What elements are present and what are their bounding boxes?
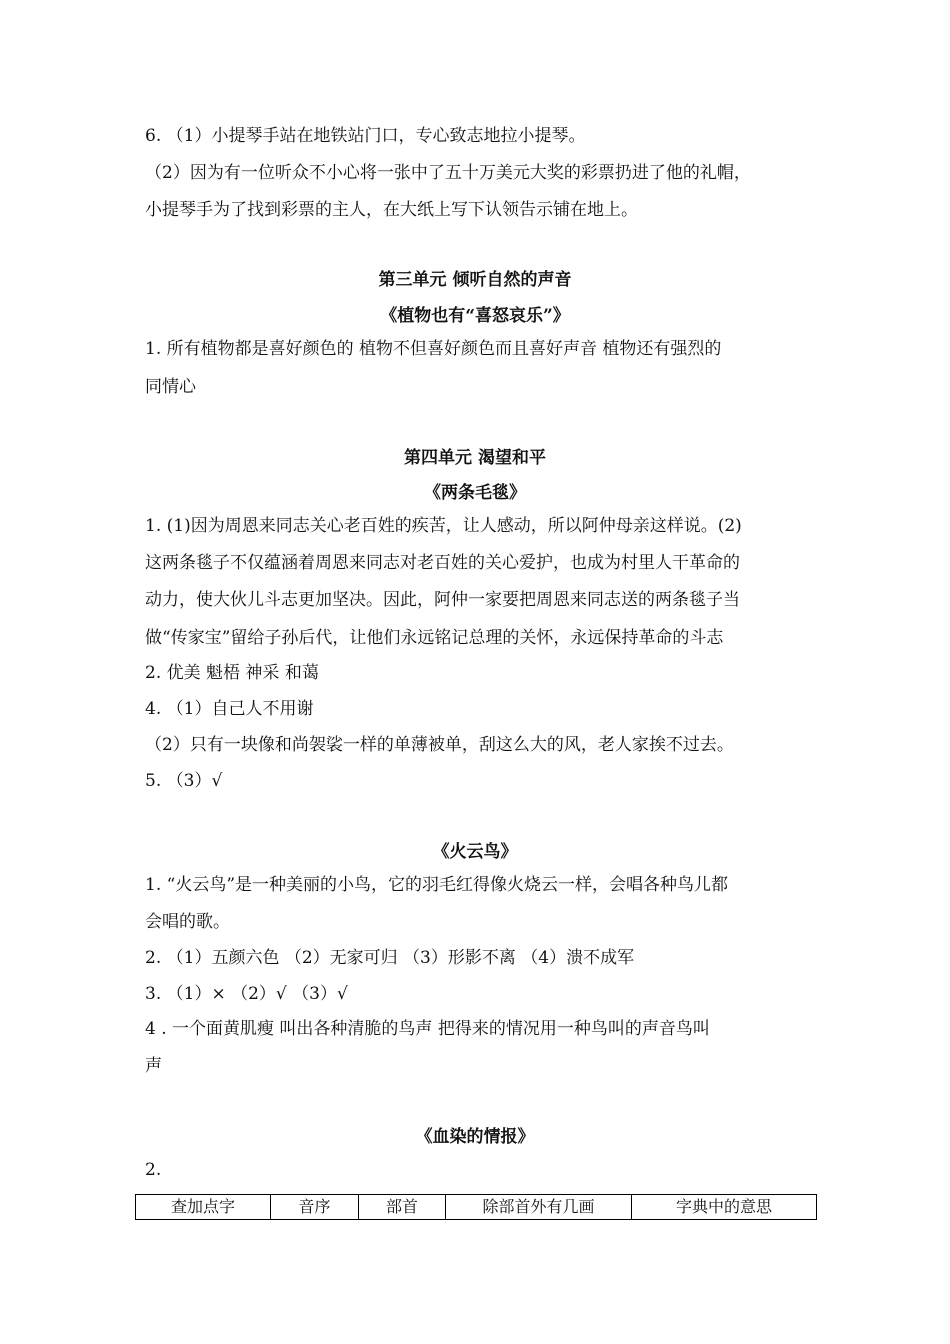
plants-answer-line-1: 1. 所有植物都是喜好颜色的 植物不但喜好颜色而且喜好声音 植物还有强烈的 (145, 339, 722, 359)
blankets-answer-line-3: 动力，使大伙儿斗志更加坚决。因此，阿仲一家要把周恩来同志送的两条毯子当 (145, 590, 740, 610)
lesson-title-plants: 《植物也有“喜怒哀乐”》 (380, 306, 570, 326)
table-header-cell: 音序 (271, 1195, 359, 1220)
firebird-answer-2: 2. （1）五颜六色 （2）无家可归 （3）形影不离 （4）溃不成军 (145, 948, 635, 968)
firebird-answer-4-line-1: 4 . 一个面黄肌瘦 叫出各种清脆的鸟声 把得来的情况用一种鸟叫的声音鸟叫 (145, 1019, 710, 1039)
table-header-cell: 字典中的意思 (632, 1195, 817, 1220)
dictionary-lookup-table (135, 1194, 817, 1220)
table-header-cell: 部首 (359, 1195, 446, 1220)
blankets-answer-line-1: 1. (1)因为周恩来同志关心老百姓的疾苦，让人感动，所以阿仲母亲这样说。(2) (145, 516, 742, 536)
firebird-answer-4-line-2: 声 (145, 1056, 162, 1076)
table-header-row (136, 1195, 817, 1220)
blankets-answer-5: 5. （3）√ (145, 771, 223, 791)
firebird-answer-1-line-1: 1. “火云鸟”是一种美丽的小鸟，它的羽毛红得像火烧云一样，会唱各种鸟儿都 (145, 875, 729, 895)
answer-6-line-1: 6. （1）小提琴手站在地铁站门口，专心致志地拉小提琴。 (145, 126, 586, 146)
blankets-answer-4-2: （2）只有一块像和尚袈裟一样的单薄被单，刮这么大的风，老人家挨不过去。 (145, 735, 734, 755)
blankets-answer-line-2: 这两条毯子不仅蕴涵着周恩来同志对老百姓的关心爱护，也成为村里人干革命的 (145, 553, 740, 573)
blankets-answer-4-1: 4. （1）自己人不用谢 (145, 699, 314, 719)
answer-6-line-2: （2）因为有一位听众不小心将一张中了五十万美元大奖的彩票扔进了他的礼帽， (145, 163, 751, 183)
blankets-answer-line-4: 做“传家宝”留给子孙后代，让他们永远铭记总理的关怀，永远保持革命的斗志 (145, 628, 724, 648)
lesson-title-blood-intel: 《血染的情报》 (415, 1127, 535, 1147)
answer-6-line-3: 小提琴手为了找到彩票的主人，在大纸上写下认领告示铺在地上。 (145, 200, 638, 220)
unit-3-title: 第三单元 倾听自然的声音 (378, 270, 572, 290)
firebird-answer-3: 3. （1）× （2）√ （3）√ (145, 984, 348, 1004)
plants-answer-line-2: 同情心 (145, 377, 196, 397)
blankets-answer-2: 2. 优美 魁梧 神采 和蔼 (145, 663, 319, 683)
table-header-cell: 查加点字 (136, 1195, 271, 1220)
lesson-title-fire-cloud-bird: 《火云鸟》 (432, 842, 518, 862)
firebird-answer-1-line-2: 会唱的歌。 (145, 912, 230, 932)
blood-intel-answer-2: 2. (145, 1160, 162, 1180)
lesson-title-blankets: 《两条毛毯》 (424, 483, 526, 503)
table-header-cell: 除部首外有几画 (446, 1195, 632, 1220)
unit-4-title: 第四单元 渴望和平 (404, 448, 546, 468)
